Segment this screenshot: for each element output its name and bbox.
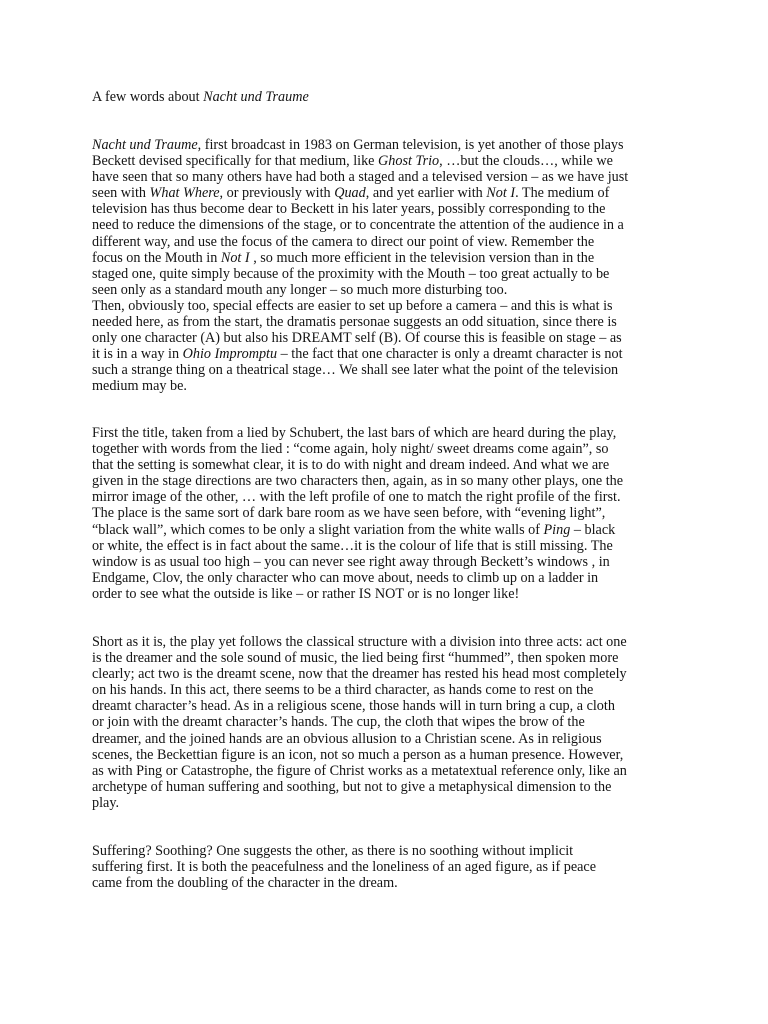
text-line	[92, 314, 682, 330]
text-span: only one character (A) but also his DREAMT self (B). Of course this is feasible on stage – as	[92, 330, 622, 347]
text-span: Then, obviously too, special effects are easier to set up before a camera – and this is what is	[92, 298, 613, 314]
text-span: came from the doubling of the character in the dream.	[92, 875, 398, 892]
text-line	[92, 859, 682, 875]
text-span: The place is the same sort of dark bare room as we have seen before, with “evening light”,	[92, 505, 606, 522]
italic-title-span: Not I	[220, 249, 250, 266]
text-line	[92, 441, 682, 457]
text-span: is the dreamer and the sole sound of music, the lied being first “hummed”, then spoken more	[92, 650, 619, 667]
text-line	[92, 185, 682, 201]
text-span: window is as usual too high – you can never see right away through Beckett’s windows , in	[92, 553, 610, 570]
paragraph-4	[92, 634, 682, 811]
text-span: seen with	[92, 185, 150, 202]
text-span: play.	[92, 794, 120, 811]
paragraph-1	[92, 137, 682, 298]
text-line	[92, 489, 682, 505]
text-span: need to reduce the dimensions of the stage, or to concentrate the attention of the audience in a	[92, 217, 624, 234]
text-line	[92, 217, 682, 233]
document-title-text: A few words about	[92, 89, 204, 105]
text-line	[92, 634, 682, 650]
italic-title-span: Not I	[486, 185, 516, 202]
text-span: mirror image of the other, … with the left profile of one to match the right profile of the first.	[92, 489, 621, 506]
text-span: that the setting is somewhat clear, it is to do with night and dream indeed. And what we are	[92, 457, 610, 474]
text-span: such a strange thing on a theatrical stage… We shall see later what the point of the television	[92, 362, 619, 379]
paragraph-3	[92, 425, 682, 602]
text-span: , and yet earlier with	[365, 185, 487, 202]
text-span: Short as it is, the play yet follows the classical structure with a division into three acts: act one	[92, 634, 627, 650]
text-span: suffering first. It is both the peacefulness and the loneliness of an aged figure, as if peace	[92, 859, 597, 876]
text-span: as with Ping or Catastrophe, the figure of Christ works as a metatextual reference only, like an	[92, 762, 627, 779]
text-line	[92, 457, 682, 473]
text-line	[92, 282, 682, 298]
text-span: archetype of human suffering and soothing, but not to give a metaphysical dimension to the	[92, 778, 612, 795]
text-line	[92, 137, 682, 153]
text-span: , so much more efficient in the television version than in the	[249, 249, 595, 266]
text-span: television has thus become dear to Beckett in his later years, possibly corresponding to the	[92, 201, 606, 218]
text-span: Suffering? Soothing? One suggests the other, as there is no soothing without implicit	[92, 843, 574, 859]
text-span: Beckett devised specifically for that medium, like	[92, 153, 379, 170]
text-span: medium may be.	[92, 378, 187, 395]
text-line	[92, 234, 682, 250]
text-span: – black	[570, 521, 616, 538]
text-line	[92, 473, 682, 489]
text-line	[92, 554, 682, 570]
text-span: different way, and use the focus of the camera to direct our point of view. Remember the	[92, 233, 595, 250]
text-line	[92, 843, 682, 859]
text-line	[92, 298, 682, 314]
text-line	[92, 425, 682, 441]
text-span: seen only as a standard mouth any longer – so much more disturbing too.	[92, 281, 508, 298]
text-span: have seen that so many others have had both a staged and a televised version – as we have just	[92, 169, 629, 186]
text-line	[92, 250, 682, 266]
text-span: on his hands. In this act, there seems to be a third character, as hands come to rest on the	[92, 682, 594, 699]
text-line	[92, 779, 682, 795]
text-line	[92, 747, 682, 763]
italic-title-span: Ghost Trio	[378, 153, 440, 170]
text-line	[92, 666, 682, 682]
text-span: or white, the effect is in fact about the same…it is the colour of life that is still missing. The	[92, 537, 613, 554]
text-span: dreamt character’s head. As in a religious scene, those hands will in turn bring a cup, a cloth	[92, 698, 615, 715]
text-line	[92, 698, 682, 714]
italic-title-span: What Where	[149, 185, 220, 202]
text-line	[92, 731, 682, 747]
italic-title-span: Nacht und Traume	[92, 137, 198, 153]
text-span: it is in a way in	[92, 346, 183, 363]
document-title-play-name: Nacht und Traume	[203, 89, 309, 105]
text-span: clearly; act two is the dreamt scene, now that the dreamer has rested his head most completely	[92, 666, 627, 683]
text-line	[92, 266, 682, 282]
text-line	[92, 570, 682, 586]
text-line	[92, 346, 682, 362]
text-span: , first broadcast in 1983 on German television, is yet another of those plays	[197, 137, 624, 153]
text-span: order to see what the outside is like – or rather IS NOT or is no longer like!	[92, 585, 520, 602]
text-line	[92, 330, 682, 346]
text-line	[92, 169, 682, 185]
text-span: needed here, as from the start, the dramatis personae suggests an odd situation, since there is	[92, 314, 617, 331]
text-line	[92, 522, 682, 538]
paragraph-5	[92, 843, 682, 891]
text-line	[92, 153, 682, 169]
italic-title-span: Ping	[543, 521, 571, 538]
text-span: staged one, quite simply because of the proximity with the Mouth – too great actually to be	[92, 265, 610, 282]
text-span: together with words from the lied : “come again, holy night/ sweet dreams come again”, so	[92, 441, 609, 458]
text-span: dreamer, and the joined hands are an obvious allusion to a Christian scene. As in religious	[92, 730, 602, 747]
text-span: . The medium of	[515, 185, 610, 202]
text-span: – the fact that one character is only a dreamt character is not	[277, 346, 623, 363]
italic-title-span: Ohio Impromptu	[182, 346, 278, 363]
document-title	[92, 89, 692, 105]
text-line	[92, 586, 682, 602]
text-line	[92, 795, 682, 811]
paragraph-2	[92, 298, 682, 395]
text-line	[92, 875, 682, 891]
text-span: given in the stage directions are two characters then, again, as in so many other plays, one the	[92, 473, 624, 490]
text-span: , or previously with	[219, 185, 335, 202]
text-line	[92, 378, 682, 394]
text-line	[92, 682, 682, 698]
text-span: “black wall”, which comes to be only a slight variation from the white walls of	[92, 521, 544, 538]
text-line	[92, 505, 682, 521]
text-line	[92, 650, 682, 666]
text-span: or join with the dreamt character’s hands. The cup, the cloth that wipes the brow of the	[92, 714, 585, 731]
text-line	[92, 362, 682, 378]
text-span: First the title, taken from a lied by Schubert, the last bars of which are heard during the play,	[92, 425, 617, 441]
text-line	[92, 714, 682, 730]
text-span: , …but the clouds…, while we	[439, 153, 613, 170]
text-span: Endgame, Clov, the only character who can move about, needs to climb up on a ladder in	[92, 569, 599, 586]
italic-title-span: Quad	[334, 185, 366, 202]
text-span: focus on the Mouth in	[92, 249, 221, 266]
text-line	[92, 538, 682, 554]
text-line	[92, 201, 682, 217]
text-line	[92, 763, 682, 779]
text-span: scenes, the Beckettian figure is an icon, not so much a person as a human presence. However,	[92, 746, 624, 763]
